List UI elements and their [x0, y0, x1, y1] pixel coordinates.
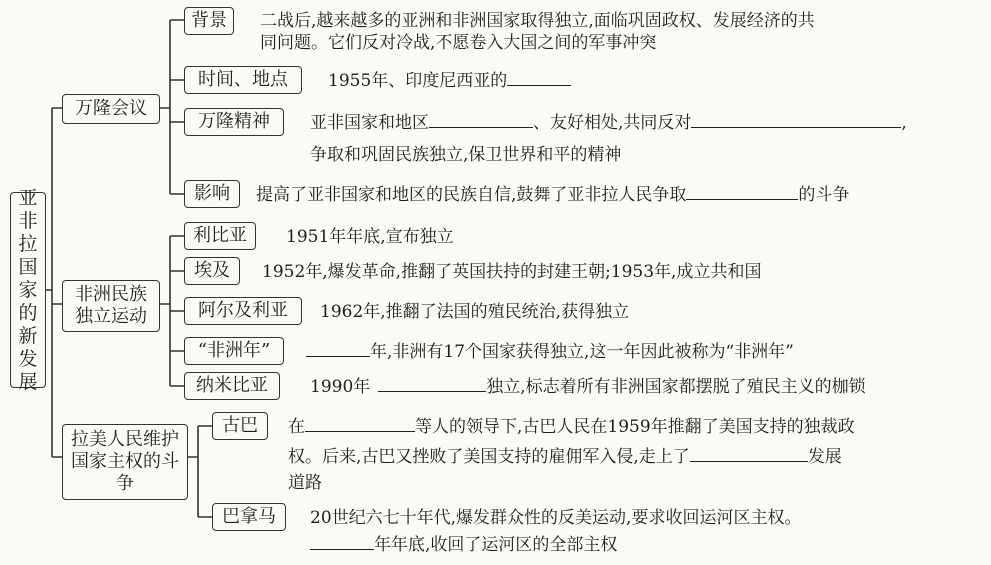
item-africa-year: “非洲年”	[184, 337, 284, 365]
section-wanlong: 万隆会议	[62, 94, 160, 124]
item-influence: 影响	[184, 180, 240, 208]
answer-blank	[691, 109, 901, 128]
answer-blank	[507, 67, 571, 86]
text-background-1: 二战后,越来越多的亚洲和非洲国家取得独立,面临巩固政权、发展经济的共	[260, 11, 815, 31]
text-egypt: 1952年,爆发革命,推翻了英国扶持的封建王朝;1953年,成立共和国	[262, 262, 762, 282]
text-spirit-2: 争取和巩固民族独立,保卫世界和平的精神	[310, 145, 622, 165]
text-cuba-3: 道路	[288, 473, 322, 493]
answer-blank	[305, 413, 415, 432]
root-title: 亚非拉国家的新发展	[10, 192, 46, 388]
item-algeria: 阿尔及利亚	[184, 297, 302, 325]
answer-blank	[429, 109, 533, 128]
text-cuba-2: 权。后来,古巴又挫败了美国支持的雇佣军入侵,走上了 发展	[288, 442, 842, 472]
section-africa: 非洲民族独立运动	[62, 280, 160, 332]
item-bandung-spirit: 万隆精神	[184, 108, 284, 136]
text-cuba-1: 在 等人的领导下,古巴人民在1959年推翻了美国支持的独裁政	[288, 412, 855, 442]
text-panama-1: 20世纪六七十年代,爆发群众性的反美运动,要求收回运河区主权。	[310, 508, 802, 528]
answer-blank	[306, 338, 370, 357]
answer-blank	[378, 373, 486, 392]
text-libya: 1951年年底,宣布独立	[286, 227, 454, 247]
answer-blank	[686, 181, 798, 200]
answer-blank	[690, 443, 808, 462]
item-time-place: 时间、地点	[184, 66, 302, 94]
answer-blank	[310, 531, 374, 550]
section-latin-america: 拉美人民维护国家主权的斗争	[62, 424, 188, 500]
text-time-place: 1955年、印度尼西亚的	[328, 66, 571, 96]
item-egypt: 埃及	[184, 257, 240, 285]
text-panama-2: 年年底,收回了运河区的全部主权	[310, 530, 617, 560]
item-background: 背景	[184, 7, 234, 35]
text-namibia: 1990年 独立,标志着所有非洲国家都摆脱了殖民主义的枷锁	[310, 372, 866, 402]
text-africa-year: 年,非洲有17个国家获得独立,这一年因此被称为“非洲年”	[306, 337, 794, 367]
item-panama: 巴拿马	[212, 503, 286, 531]
item-namibia: 纳米比亚	[184, 372, 280, 400]
item-libya: 利比亚	[184, 222, 256, 250]
text-spirit-1: 亚非国家和地区 、友好相处,共同反对 ,	[310, 108, 907, 138]
text-background-2: 同问题。它们反对冷战,不愿卷入大国之间的军事冲突	[260, 33, 657, 53]
text-influence: 提高了亚非国家和地区的民族自信,鼓舞了亚非拉人民争取 的斗争	[256, 180, 849, 210]
text-algeria: 1962年,推翻了法国的殖民统治,获得独立	[320, 302, 630, 322]
item-cuba: 古巴	[212, 412, 268, 440]
